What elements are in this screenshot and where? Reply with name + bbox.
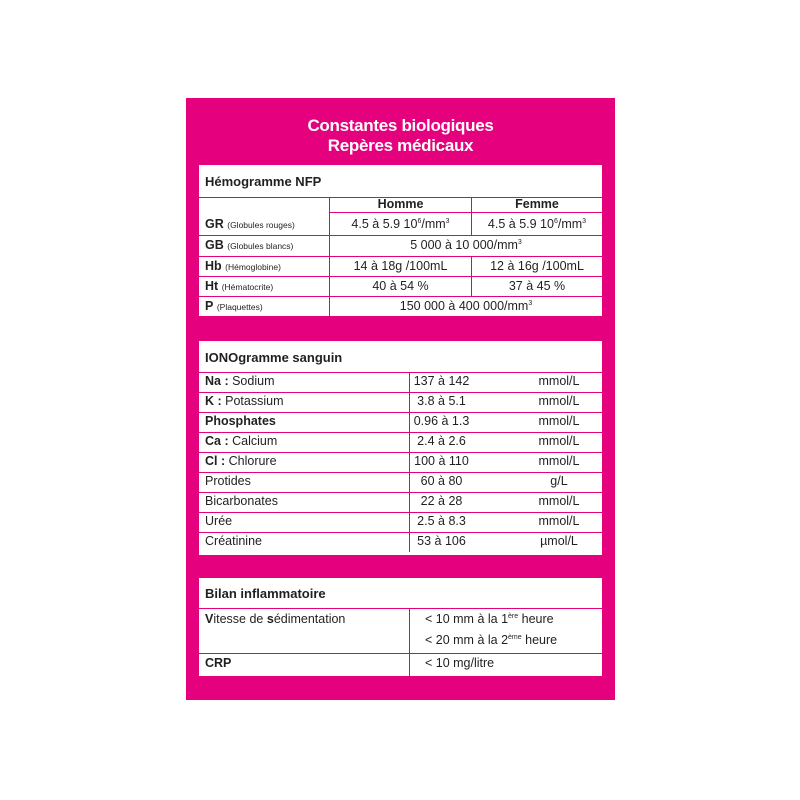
row-label-gr: GR (Globules rouges) <box>205 217 295 231</box>
row-divider <box>199 372 602 373</box>
iono-label: Ca : Calcium <box>205 434 278 448</box>
vs-value-2: < 20 mm à la 2ème heure <box>425 633 558 647</box>
row-divider <box>199 432 602 433</box>
iono-unit: mmol/L <box>538 394 580 408</box>
row-label-gb: GB (Globules blancs) <box>205 238 294 252</box>
iono-label: Protides <box>205 474 251 488</box>
iono-unit: mmol/L <box>538 494 580 508</box>
iono-unit: µmol/L <box>540 534 578 548</box>
iono-label: Phosphates <box>205 414 276 428</box>
iono-unit: mmol/L <box>538 434 580 448</box>
row-label-ht: Ht (Hématocrite) <box>205 279 274 293</box>
row-divider <box>199 492 602 493</box>
card-subtitle: Repères médicaux <box>327 136 474 155</box>
iono-unit: mmol/L <box>538 454 580 468</box>
row-divider <box>199 532 602 533</box>
row-divider <box>199 452 602 453</box>
iono-range: 22 à 28 <box>420 494 463 508</box>
iono-unit: g/L <box>550 474 568 488</box>
iono-label: K : Potassium <box>205 394 284 408</box>
gr-femme: 4.5 à 5.9 $10^6/mm^3$ <box>487 217 587 231</box>
vs-value-1: < 10 mm à la 1ère heure <box>425 612 554 626</box>
hb-homme: 14 à 18g /100mL <box>353 259 448 273</box>
row-divider <box>199 412 602 413</box>
row-divider <box>199 472 602 473</box>
crp-label: CRP <box>205 656 232 670</box>
row-label-hb: Hb (Hémoglobine) <box>205 259 281 273</box>
iono-range: 137 à 142 <box>413 374 470 388</box>
col-femme: Femme <box>515 197 559 211</box>
iono-label: Créatinine <box>205 534 262 548</box>
bilan-panel <box>199 578 602 676</box>
gb-value: 5 000 à 10 $000/mm^3$ <box>410 238 522 252</box>
iono-label: Na : Sodium <box>205 374 275 388</box>
iono-label: Cl : Chlorure <box>205 454 277 468</box>
card-title: Constantes biologiques <box>307 116 494 135</box>
iono-range: 60 à 80 <box>420 474 463 488</box>
crp-value: < 10 mg/litre <box>425 656 495 670</box>
iono-range: 100 à 110 <box>414 454 469 468</box>
row-divider <box>199 392 602 393</box>
iono-unit: mmol/L <box>538 514 580 528</box>
ht-homme: 40 à 54 % <box>372 279 429 293</box>
row-divider <box>199 512 602 513</box>
iono-range: 0.96 à 1.3 <box>413 414 470 428</box>
ionogramme-title: IONOgramme sanguin <box>205 350 343 365</box>
iono-unit: mmol/L <box>538 374 580 388</box>
iono-range: 3.8 à 5.1 <box>417 394 466 408</box>
hb-femme: 12 à 16g /100mL <box>490 259 584 273</box>
ionogramme-panel <box>199 341 602 555</box>
iono-label: Bicarbonates <box>205 494 278 508</box>
col-homme: Homme <box>377 197 424 211</box>
iono-label: Urée <box>205 514 233 528</box>
row-label-p: P (Plaquettes) <box>205 299 263 313</box>
iono-unit: mmol/L <box>538 414 580 428</box>
hemogramme-panel <box>199 165 602 316</box>
gr-homme: 4.5 à 5.9 $10^6/mm^3$ <box>351 217 450 231</box>
iono-range: 53 à 106 <box>417 534 466 548</box>
p-value: 150 000 à 400 $000/mm^3$ <box>399 299 533 313</box>
reference-card <box>186 98 615 700</box>
vs-label: Vitesse de sédimentation <box>205 612 346 626</box>
iono-range: 2.4 à 2.6 <box>417 434 466 448</box>
column-divider <box>409 372 410 552</box>
bilan-title: Bilan inflammatoire <box>205 586 326 601</box>
hemogramme-title: Hémogramme NFP <box>205 174 322 189</box>
iono-range: 2.5 à 8.3 <box>417 514 466 528</box>
ht-femme: 37 à 45 % <box>508 279 566 293</box>
